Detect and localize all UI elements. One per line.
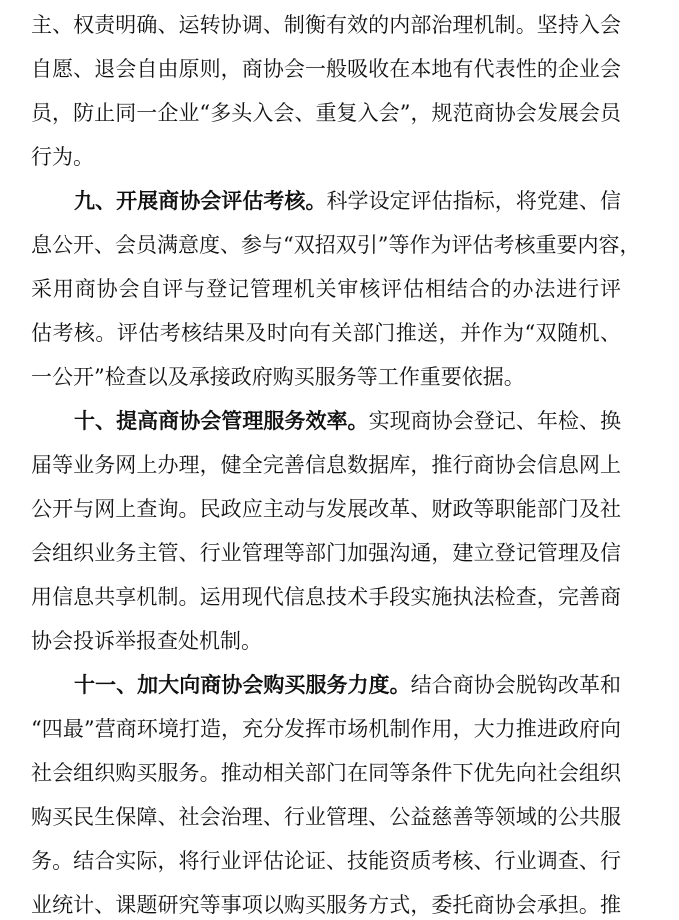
paragraph-line: 估考核。评估考核结果及时向有关部门推送，并作为“双随机、 — [31, 321, 621, 345]
paragraph-line: 协会投诉举报查处机制。 — [31, 629, 262, 653]
paragraph-line: 主、权责明确、运转协调、制衡有效的内部治理机制。坚持入会 — [31, 13, 621, 37]
section-9-heading: 九、开展商协会评估考核。 — [74, 189, 327, 213]
paragraph-line: 采用商协会自评与登记管理机关审核评估相结合的办法进行评 — [31, 277, 621, 301]
section-9-first-line — [74, 186, 621, 216]
paragraph-line: 自愿、退会自由原则，商协会一般吸收在本地有代表性的企业会 — [31, 57, 621, 81]
paragraph-line: 用信息共享机制。运用现代信息技术手段实施执法检查，完善商 — [31, 585, 621, 609]
paragraph-line: 购买民生保障、社会治理、行业管理、公益慈善等领域的公共服 — [31, 805, 621, 829]
section-11-heading: 十一、加大向商协会购买服务力度。 — [74, 673, 411, 697]
section-10-first-line — [74, 406, 621, 436]
section-10-text: 实现商协会登记、年检、换 — [368, 409, 622, 433]
paragraph-line: “四最”营商环境打造，充分发挥市场机制作用，大力推进政府向 — [31, 717, 621, 741]
paragraph-line: 务。结合实际，将行业评估论证、技能资质考核、行业调查、行 — [31, 849, 621, 873]
section-9-text: 科学设定评估指标，将党建、信 — [326, 189, 622, 213]
paragraph-line: 会组织业务主管、行业管理等部门加强沟通，建立登记管理及信 — [31, 541, 621, 565]
paragraph-line: 社会组织购买服务。推动相关部门在同等条件下优先向社会组织 — [31, 761, 621, 785]
paragraph-line: 一公开”检查以及承接政府购买服务等工作重要依据。 — [31, 365, 525, 389]
paragraph-line: 业统计、课题研究等事项以购买服务方式，委托商协会承担。推 — [31, 893, 621, 917]
section-11-text: 结合商协会脱钩改革和 — [410, 673, 621, 697]
section-10-heading: 十、提高商协会管理服务效率。 — [74, 409, 369, 433]
paragraph-line: 息公开、会员满意度、参与“双招双引”等作为评估考核重要内容， — [31, 233, 641, 257]
paragraph-line: 届等业务网上办理，健全完善信息数据库，推行商协会信息网上 — [31, 453, 621, 477]
paragraph-line: 公开与网上查询。民政应主动与发展改革、财政等职能部门及社 — [31, 497, 621, 521]
paragraph-line: 行为。 — [31, 145, 94, 169]
paragraph-line: 员，防止同一企业“多头入会、重复入会”，规范商协会发展会员 — [31, 101, 621, 125]
section-11-first-line — [74, 670, 621, 700]
